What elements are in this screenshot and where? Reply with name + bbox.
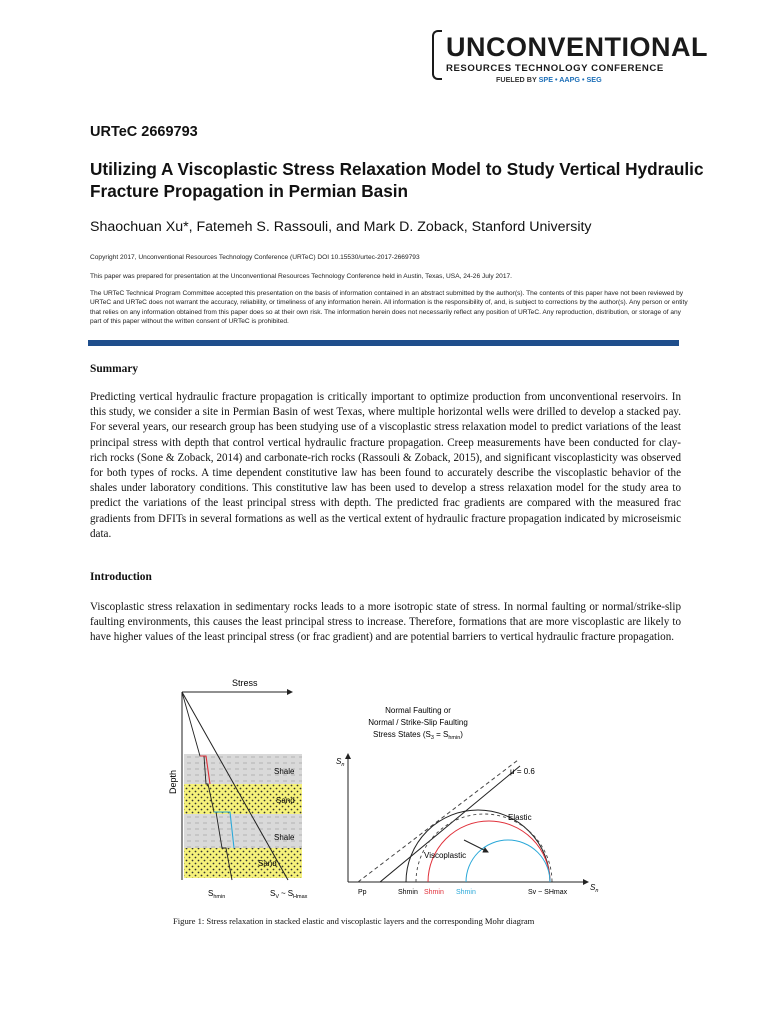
- introduction-heading: Introduction: [90, 571, 152, 583]
- viscoplastic-label: Viscoplastic: [424, 851, 467, 860]
- tau-sub: n: [341, 762, 345, 768]
- logo-subtitle: RESOURCES TECHNOLOGY CONFERENCE: [446, 63, 664, 74]
- header-divider: [88, 340, 679, 346]
- sv-shmax-label-right: Sv ~ SHmax: [528, 889, 568, 896]
- layer-label-shale-1: Shale: [274, 767, 295, 776]
- logo-fueled-by: [496, 75, 602, 84]
- layer-label-shale-2: Shale: [274, 833, 295, 842]
- sigma-text: S: [590, 883, 596, 892]
- logo-wordmark: UNCONVENTIONAL: [446, 32, 708, 62]
- summary-heading: Summary: [90, 363, 139, 375]
- shmin-label-black: Shmin: [398, 889, 418, 896]
- paper-title: Utilizing A Viscoplastic Stress Relaxation Model to Study Vertical Hydraulic Fracture Propagation in Permian Basin: [90, 159, 704, 201]
- logo-bracket-mark: [432, 30, 442, 80]
- tilde-text: ~: [281, 889, 286, 898]
- prepared-notice: This paper was prepared for presentation at the Unconventional Resources Technology Conference held in Austin, Texas, USA, 24-26 July 2017.: [90, 273, 513, 280]
- fueled-prefix: FUELED BY: [496, 75, 537, 84]
- t3e: ): [460, 730, 463, 739]
- tau-axis-label: [336, 757, 344, 768]
- fueled-orgs: SPE • AAPG • SEG: [538, 75, 602, 84]
- t3a: Stress States (S: [373, 730, 431, 739]
- figure-caption: Figure 1: Stress relaxation in stacked elastic and viscoplastic layers and the corresponding Mohr diagram: [173, 916, 535, 926]
- viscoplastic-mohr-circle-blue: [466, 840, 550, 882]
- shmax-label-text: S: [287, 889, 294, 898]
- shmin-label-red: Shmin: [424, 889, 444, 896]
- shmin-label-sub: hmin: [213, 894, 226, 900]
- sv-shmax-label-left: [270, 889, 308, 900]
- sigma-axis-label: [590, 883, 598, 894]
- conference-logo: [432, 28, 708, 86]
- copyright-notice: Copyright 2017, Unconventional Resources Technology Conference (URTeC) DOI 10.15530/urtec-2017-2669793: [90, 254, 420, 261]
- layer-label-sand-2: Sand: [258, 859, 277, 868]
- tau-text: S: [336, 757, 342, 766]
- pp-label: Pp: [358, 889, 367, 896]
- paper-authors: Shaochuan Xu*, Fatemeh S. Rassouli, and Mark D. Zoback, Stanford University: [90, 219, 592, 235]
- mohr-diagram-panel: [336, 706, 598, 896]
- mohr-title-line-3: [373, 730, 463, 741]
- layer-label-sand-1: Sand: [276, 796, 295, 805]
- shale-layer-2: [184, 814, 302, 848]
- shmin-label-blue: Shmin: [456, 889, 476, 896]
- sigma-sub: n: [595, 888, 599, 894]
- friction-label: μ = 0.6: [510, 767, 535, 776]
- shmin-label-left: [208, 889, 225, 900]
- relaxation-arrow: [464, 840, 488, 852]
- mohr-title-line-2: Normal / Strike-Slip Faulting: [368, 718, 468, 727]
- t3b: 3: [430, 735, 434, 741]
- introduction-paragraph: Viscoplastic stress relaxation in sedimentary rocks leads to a more isotropic state of stress. In normal faulting or normal/strike-slip faulting environments, this causes the least principal stress to increase. Therefore, formations that are more viscoplastic are likely to have higher values of the least principal stress (or frac gradient) and are potential barriers to vertical hydraulic fracture propagation.: [90, 601, 681, 644]
- depth-axis-label: Depth: [168, 769, 178, 794]
- friction-line-solid: [380, 766, 520, 882]
- sv-label-text: S: [270, 889, 276, 898]
- t3c: = S: [433, 730, 449, 739]
- summary-paragraph: Predicting vertical hydraulic fracture propagation is critically important to optimize production from unconventional reservoirs. In this study, we consider a site in Permian Basin of west Texas, where multiple horizontal wells were drilled to develop a stacked pay. For several years, our research group has been studying use of a viscoplastic stress relaxation model to predict variations of the least principal stress with depth that control vertical hydraulic fracture propagation. Creep measurements have been conducted for clay-rich rocks (Sone & Zoback, 2014) and carbonate-rich rocks (Rassouli & Zoback, 2015), and significant viscoplasticity was observed for both types of rocks. A time dependent constitutive law has been found to accurately describe the viscoplastic behavior of the shales under laboratory conditions. This constitutive law has been used to develop a stress relaxation model for the study area to predict the variations of the least principal stress with depth. The predicted frac gradients are compared with the measured frac gradients from DFITs in several formations as well as the vertical extent of hydraulic fracture propagation indicated by microseismic data.: [90, 391, 681, 540]
- depth-stress-panel: [168, 678, 308, 900]
- shmax-label-sub: Hmax: [293, 894, 308, 900]
- committee-notice: The URTeC Technical Program Committee accepted this presentation on the basis of information contained in an abstract submitted by the author(s). The contents of this paper have not been reviewed by URTeC and URTeC does not warrant the accuracy, reliability, or timeliness of any information herein. All information is the responsibility of, and, is subject to corrections by the author(s). Any person or entity that relies on any information obtained from this paper does so at their own risk. The information herein does not necessarily reflect any position of URTeC. Any reproduction, distribution, or storage of any part of this paper without the written consent of URTeC is prohibited.: [90, 290, 688, 326]
- sv-label-sub: V: [275, 894, 280, 900]
- shmin-label-text: S: [208, 889, 214, 898]
- paper-id: URTeC 2669793: [90, 124, 198, 140]
- stress-axis-label: Stress: [232, 678, 258, 688]
- figure-1: [170, 670, 610, 908]
- t3d: hmin: [448, 735, 461, 741]
- elastic-label: Elastic: [508, 813, 532, 822]
- mohr-title-line-1: Normal Faulting or: [385, 706, 451, 715]
